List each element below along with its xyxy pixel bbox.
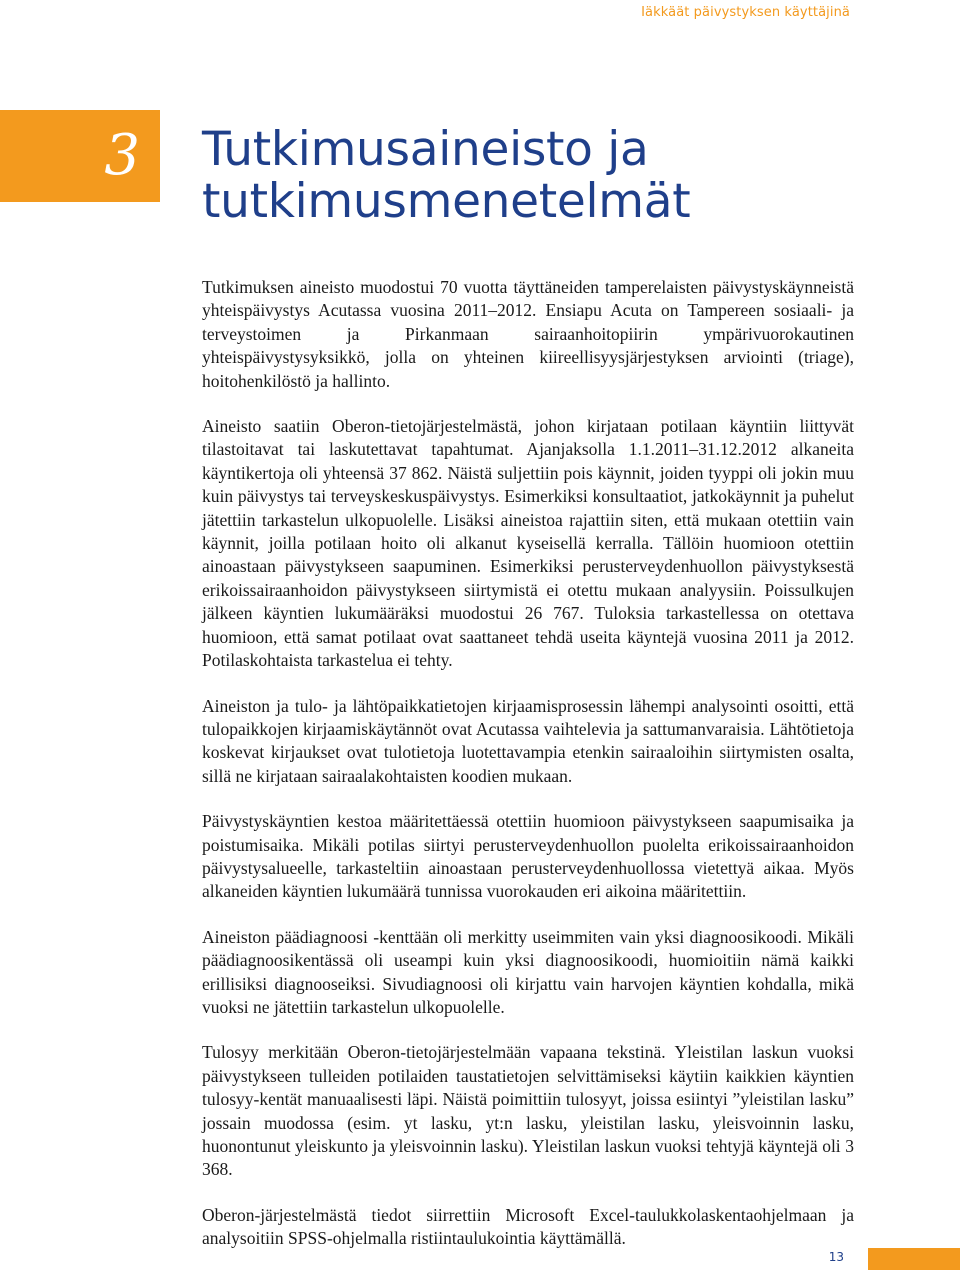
running-header: Iäkkäät päivystyksen käyttäjinä [641, 5, 850, 20]
paragraph: Tutkimuksen aineisto muodostui 70 vuotta täyttäneiden tamperelaisten päivystyskäynneistä yhteispäivystys Acutassa vuosina 2011–2012. Ensiapu Acuta on Tampereen sosiaali- ja terveystoimen ja Pirkanmaan sairaanhoitopiirin ympärivuorokautinen yhteispäivystysyksikkö, jolla on yhteinen kiireellisyysjärjestyksen arviointi (triage), hoitohenkilöstö ja hallinto. [202, 277, 854, 391]
chapter-number: 3 [104, 123, 140, 188]
page-number: 13 [828, 1250, 844, 1264]
chapter-number-box [0, 110, 160, 202]
body-text [202, 276, 854, 1273]
corner-decoration [868, 1248, 960, 1270]
paragraph: Aineiston päädiagnoosi -kenttään oli merkitty useimmiten vain yksi diagnoosikoodi. Mikäli päädiagnoosikentässä oli useampi kuin yksi diagnoosikoodi, huomioitiin nämä kaikki erillisiksi diagnooseiksi. Sivudiagnoosi oli kirjattu vain harvojen käyntien kohdalla, mikä vuoksi ne jätettiin tarkastelun ulkopuolelle. [202, 926, 854, 1017]
chapter-title: Tutkimusaineisto ja tutkimusmenetelmät [202, 122, 691, 229]
paragraph: Aineisto saatiin Oberon-tietojärjestelmästä, johon kirjataan potilaan käyntiin liittyvät tilastoitavat tai laskutettavat tapahtumat. Ajanjaksolla 1.1.2011–31.12.2012 alkaneita käyntikertoja oli yhteensä 37 862. Näistä suljettiin pois käynnit, joiden tyyppi oli jokin muu kuin päivystys tai terveyskeskuspäivystys. Esimerkiksi konsultaatiot, jatkokäynnit ja puhelut jätettiin tarkastelun ulkopuolelle. Lisäksi aineistoa rajattiin siten, että mukaan otettiin vain käynnit, joilla potilaan hoito oli alkanut kyseisellä kerralla. Tällöin huomioon otettiin ainoastaan päivystykseen saapuminen. Esimerkiksi perusterveydenhuollon päivystyksestä erikoissairaanhoidon päivystykseen siirtymistä ei otettu mukaan analyysiin. Poissulkujen jälkeen käyntien lukumääräksi muodostui 26 767. Tuloksia tarkastellessa on otettava huomioon, että samat potilaat ovat saattaneet tehdä useita käyntejä vuosina 2011 ja 2012. Potilaskohtaista tarkastelua ei tehty. [202, 416, 854, 671]
paragraph: Päivystyskäyntien kestoa määritettäessä otettiin huomioon päivystykseen saapumisaika ja poistumisaika. Mikäli potilas siirtyi perusterveydenhuollon puolelta erikoissairaanhoidon päivystysalueelle, tarkasteltiin ainoastaan perusterveydenhuollossa vietettyä aikaa. Myös alkaneiden käyntien lukumäärä tunnissa vuorokauden eri aikoina määritettiin. [202, 811, 854, 902]
paragraph: Aineiston ja tulo- ja lähtöpaikkatietojen kirjaamisprosessin lähempi analysointi osoitti, että tulopaikkojen kirjaamiskäytännöt ovat Acutassa vaihtelevia ja sattumanvaraisia. Lähtötietoja koskevat kirjaukset ovat tulotietoja luotettavampia etenkin sairaaloihin siirtymisten osalta, sillä ne kirjataan sairaalakohtaisten koodien mukaan. [202, 695, 854, 786]
paragraph: Tulosyy merkitään Oberon-tietojärjestelmään vapaana tekstinä. Yleistilan laskun vuoksi päivystykseen tulleiden potilaiden taustatietojen selvittämiseksi käytiin kaikkien käyntien tulosyy-kentät manuaalisesti läpi. Näistä poimittiin tulosyyt, joissa esiintyi ”yleistilan lasku” jossain muodossa (esim. yt lasku, yt:n lasku, yleistilan lasku, yleisvoinnin lasku, huonontunut yleiskunto ja yleisvoinnin lasku). Yleistilan laskun vuoksi tehtyjä käyntejä oli 3 368. [202, 1042, 854, 1180]
paragraph: Oberon-järjestelmästä tiedot siirrettiin Microsoft Excel-taulukkolaskentaohjelmaan ja analysoitiin SPSS-ohjelmalla ristiintaulukointia käyttämällä. [202, 1204, 854, 1249]
